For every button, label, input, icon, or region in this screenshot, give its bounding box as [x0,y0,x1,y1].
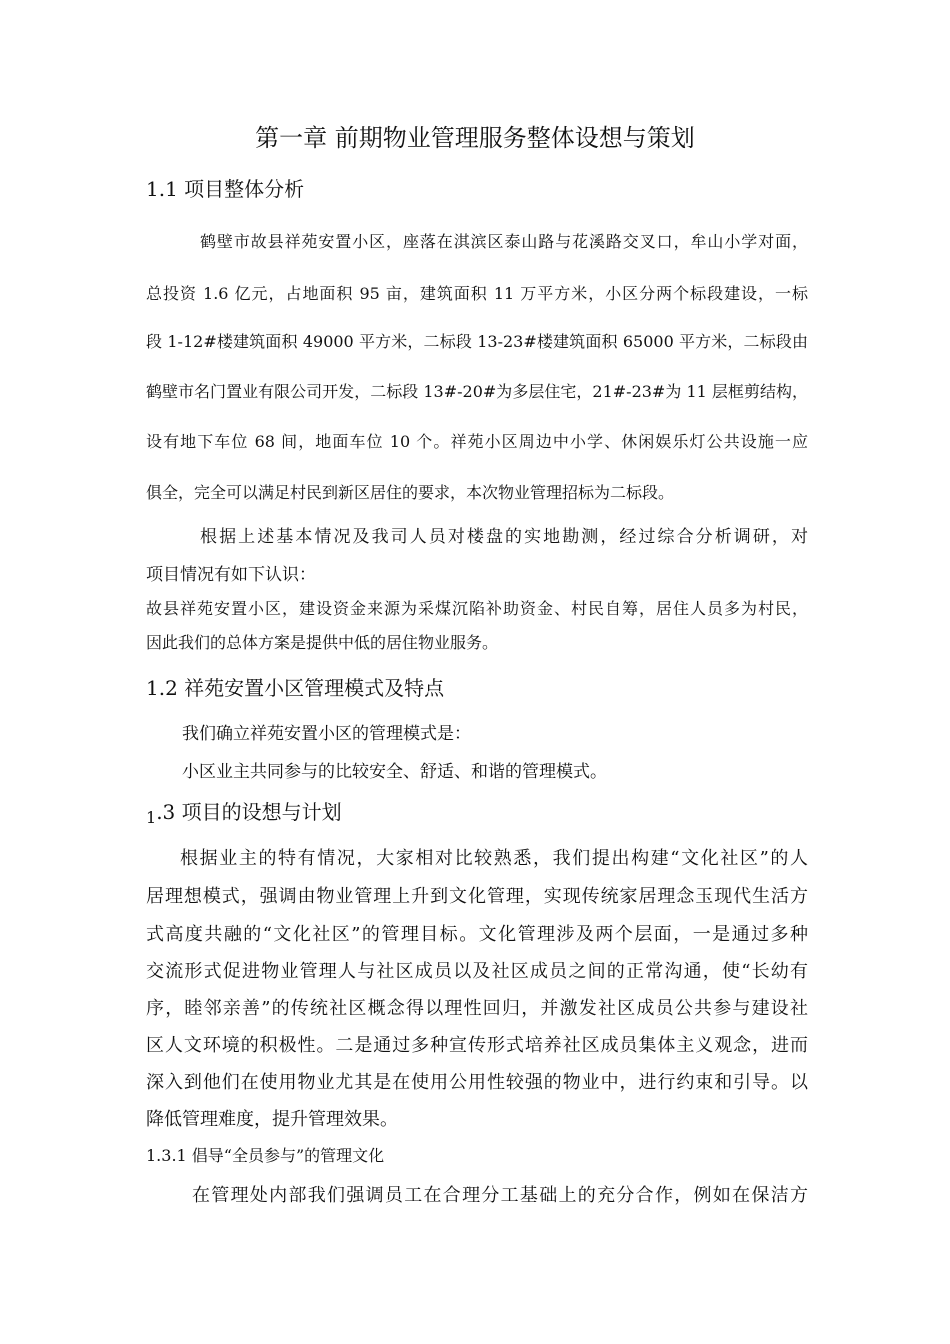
paragraph-line: 我们确立祥苑安置小区的管理模式是： [182,724,471,744]
heading-text: .3 项目的设想与计划 [156,800,342,824]
paragraph-line: 序，睦邻亲善”的传统社区概念得以理性回归，并激发社区成员公共参与建设社 [146,998,808,1019]
section-heading-1-3-1: 1.3.1 倡导“全员参与”的管理文化 [146,1146,385,1165]
paragraph-line: 根据业主的特有情况，大家相对比较熟悉，我们提出构建“文化社区”的人 [180,848,808,869]
paragraph-line: 段 1-12#楼建筑面积 49000 平方米，二标段 13-23#楼建筑面积 65000 平方米，二标段由 [146,332,808,351]
section-heading-1-2: 1.2 祥苑安置小区管理模式及特点 [146,676,445,700]
paragraph-line: 鹤壁市故县祥苑安置小区，座落在淇滨区泰山路与花溪路交叉口，牟山小学对面， [200,232,808,251]
paragraph-line: 设有地下车位 68 间，地面车位 10 个。祥苑小区周边中小学、休闲娱乐灯公共设施一应 [146,432,808,451]
chapter-title: 第一章 前期物业管理服务整体设想与策划 [255,124,695,152]
paragraph-line: 交流形式促进物业管理人与社区成员以及社区成员之间的正常沟通，使“长幼有 [146,961,808,982]
paragraph-line: 俱全，完全可以满足村民到新区居住的要求，本次物业管理招标为二标段。 [146,483,675,502]
section-heading-1-3 [146,796,342,825]
paragraph-line: 居理想模式，强调由物业管理上升到文化管理，实现传统家居理念玉现代生活方 [146,886,808,907]
paragraph-line: 鹤壁市名门置业有限公司开发，二标段 13#-20#为多层住宅，21#-23#为 11 层框剪结构， [146,382,808,401]
paragraph-line: 项目情况有如下认识： [146,565,316,585]
paragraph-line: 式高度共融的“文化社区”的管理目标。文化管理涉及两个层面，一是通过多种 [146,924,808,945]
section-heading-1-1: 1.1 项目整体分析 [146,177,305,201]
paragraph-line: 因此我们的总体方案是提供中低的居住物业服务。 [146,633,499,652]
paragraph-line: 故县祥苑安置小区，建设资金来源为采煤沉陷补助资金、村民自筹，居住人员多为村民， [146,599,808,618]
paragraph-line: 降低管理难度，提升管理效果。 [146,1109,398,1130]
paragraph-line: 区人文环境的积极性。二是通过多种宣传形式培养社区成员集体主义观念，进而 [146,1035,808,1056]
paragraph-line: 根据上述基本情况及我司人员对楼盘的实地勘测，经过综合分析调研，对 [200,527,808,547]
paragraph-line: 小区业主共同参与的比较安全、舒适、和谐的管理模式。 [182,762,607,782]
paragraph-line: 深入到他们在使用物业尤其是在使用公用性较强的物业中，进行约束和引导。以 [146,1072,808,1093]
paragraph-line: 在管理处内部我们强调员工在合理分工基础上的充分合作，例如在保洁方 [192,1185,808,1206]
paragraph-line: 总投资 1.6 亿元，占地面积 95 亩，建筑面积 11 万平方米，小区分两个标段建设，一标 [146,284,808,303]
heading-number-prefix: 1 [146,808,157,827]
